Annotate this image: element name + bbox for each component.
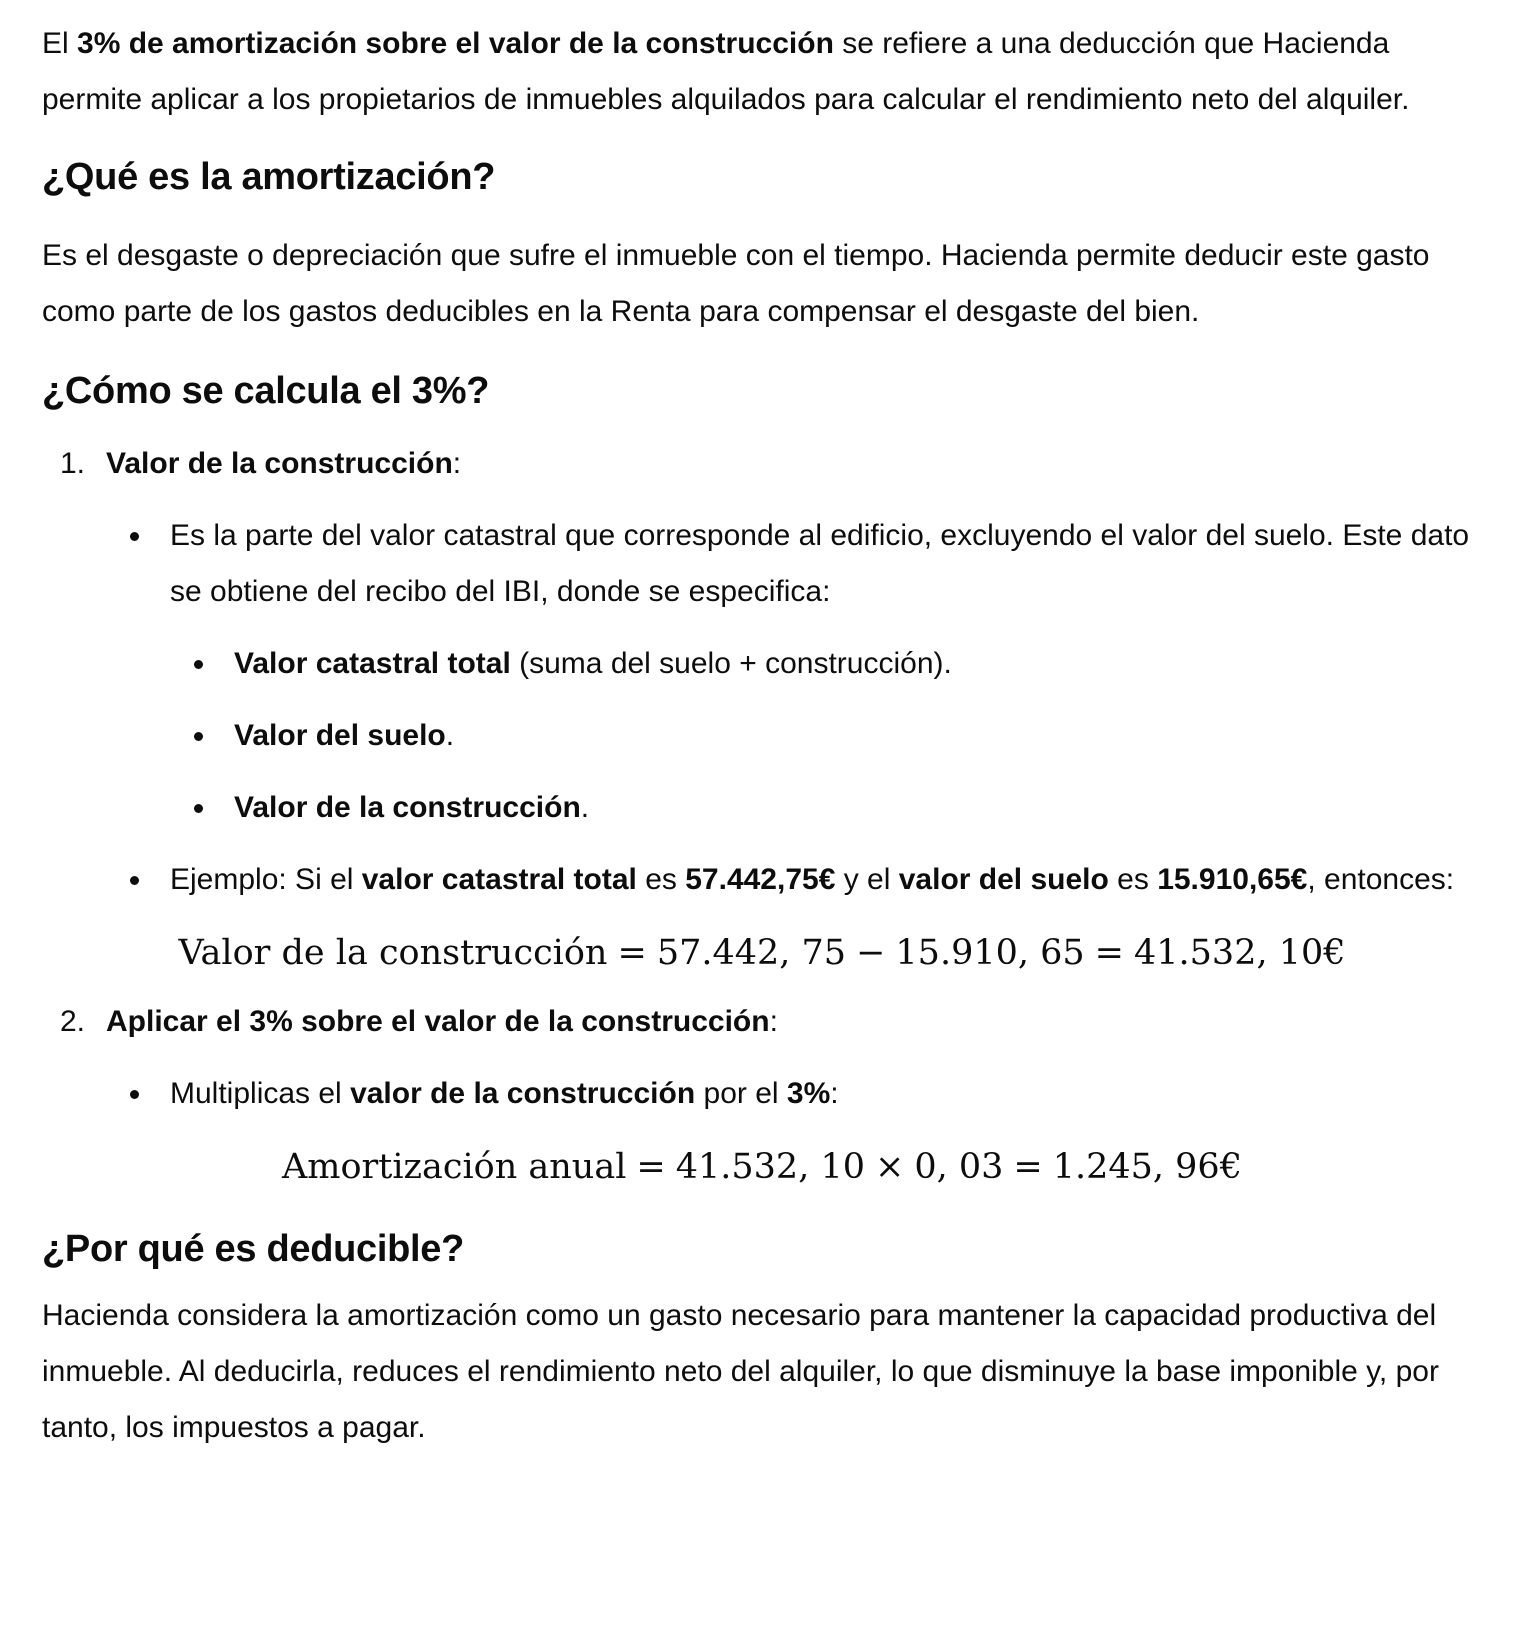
equation-operator: × — [875, 1147, 905, 1187]
bullet-icon — [194, 660, 203, 669]
step-1-number: 1. — [60, 447, 86, 480]
multiply-text: Multiplicas el — [170, 1077, 351, 1110]
list-item-example — [106, 852, 1482, 908]
what-paragraph: Es el desgaste o depreciación que sufre el inmueble con el tiempo. Hacienda permite deducir este gasto como parte de los gastos deducibles en la Renta para compensar el desgaste del bien. — [42, 239, 1430, 328]
equation-amortizacion — [42, 1142, 1482, 1192]
bullet-icon — [130, 876, 139, 885]
intro-paragraph — [42, 16, 1482, 128]
equation-operator: = — [617, 933, 647, 973]
sub-list — [106, 636, 1482, 836]
equation-operator: − — [856, 933, 886, 973]
heading-what: ¿Qué es la amortización? — [42, 156, 496, 198]
bullet-icon — [194, 804, 203, 813]
step-1-details — [42, 508, 1482, 908]
step-2 — [42, 994, 1482, 1050]
sub-item-bold: Valor de la construcción — [234, 791, 581, 824]
heading-how: ¿Cómo se calcula el 3%? — [42, 370, 490, 412]
sub-item-rest: (suma del suelo + construcción). — [510, 647, 952, 680]
intro-text: El — [42, 27, 78, 60]
equation-term: 57.442, 75 — [656, 933, 847, 973]
step-1-title: Valor de la construcción — [106, 447, 453, 480]
equation-label: Valor de la construcción — [178, 933, 608, 973]
equation-construccion — [42, 928, 1482, 978]
bullet-icon — [130, 1090, 139, 1099]
sub-item-suelo — [170, 708, 1482, 764]
equation-result: 41.532, 10€ — [1134, 933, 1346, 973]
step-1-colon: : — [452, 447, 462, 480]
multiply-text: : — [830, 1077, 839, 1110]
example-text: , entonces: — [1307, 863, 1455, 896]
sub-item-rest: . — [580, 791, 590, 824]
heading-why: ¿Por qué es deducible? — [42, 1228, 465, 1270]
document-body — [42, 16, 1482, 1456]
equation-term: 0, 03 — [914, 1147, 1004, 1187]
step-2-number: 2. — [60, 1005, 86, 1038]
equation-term: 15.910, 65 — [895, 933, 1085, 973]
equation-term: 41.532, 10 — [675, 1147, 865, 1187]
intro-bold: 3% de amortización sobre el valor de la construcción — [77, 27, 834, 60]
multiply-text: por el — [695, 1077, 787, 1110]
step-2-colon: : — [769, 1005, 778, 1038]
example-text: y el — [835, 863, 899, 896]
step-1 — [42, 436, 1482, 492]
equation-result: 1.245, 96€ — [1052, 1147, 1242, 1187]
equation-operator: = — [636, 1147, 666, 1187]
intro-text-rest: se refiere a una deducción que Hacienda permite aplicar a los propietarios de inmuebles alquilados para calcular el rendimiento neto del alquiler. — [42, 27, 1410, 116]
multiply-bold: valor de la construcción — [350, 1077, 696, 1110]
list-item-multiplicas — [106, 1066, 1482, 1122]
example-text: es — [636, 863, 686, 896]
bullet-icon — [194, 732, 203, 741]
why-paragraph: Hacienda considera la amortización como un gasto necesario para mantener la capacidad productiva del inmueble. Al deducirla, reduces el rendimiento neto del alquiler, lo que disminuye la base imponible y, por tanto, los impuestos a pagar. — [42, 1299, 1439, 1444]
list-item-text: Es la parte del valor catastral que corresponde al edificio, excluyendo el valor del suelo. Este dato se obtiene del recibo del IBI, donde se especifica: — [170, 519, 1470, 608]
sub-item-rest: . — [445, 719, 455, 752]
list-item-catastral — [106, 508, 1482, 620]
equation-operator: = — [1094, 933, 1124, 973]
bullet-icon — [130, 532, 139, 541]
example-text: Ejemplo: Si el — [170, 863, 362, 896]
equation-operator: = — [1013, 1147, 1043, 1187]
sub-item-bold: Valor del suelo — [234, 719, 446, 752]
example-bold: 15.910,65€ — [1157, 863, 1308, 896]
example-bold: 57.442,75€ — [685, 863, 836, 896]
example-bold: valor del suelo — [898, 863, 1109, 896]
example-text: es — [1108, 863, 1158, 896]
step-2-title-line — [106, 994, 1482, 1050]
step-2-details — [42, 1066, 1482, 1122]
equation-label: Amortización anual — [282, 1147, 627, 1187]
step-1-title-line — [106, 436, 1482, 492]
multiply-bold: 3% — [786, 1077, 831, 1110]
example-bold: valor catastral total — [361, 863, 637, 896]
step-2-title: Aplicar el 3% sobre el valor de la construcción — [106, 1005, 770, 1038]
sub-item-construccion — [170, 780, 1482, 836]
sub-item-total — [170, 636, 1482, 692]
sub-item-bold: Valor catastral total — [234, 647, 511, 680]
